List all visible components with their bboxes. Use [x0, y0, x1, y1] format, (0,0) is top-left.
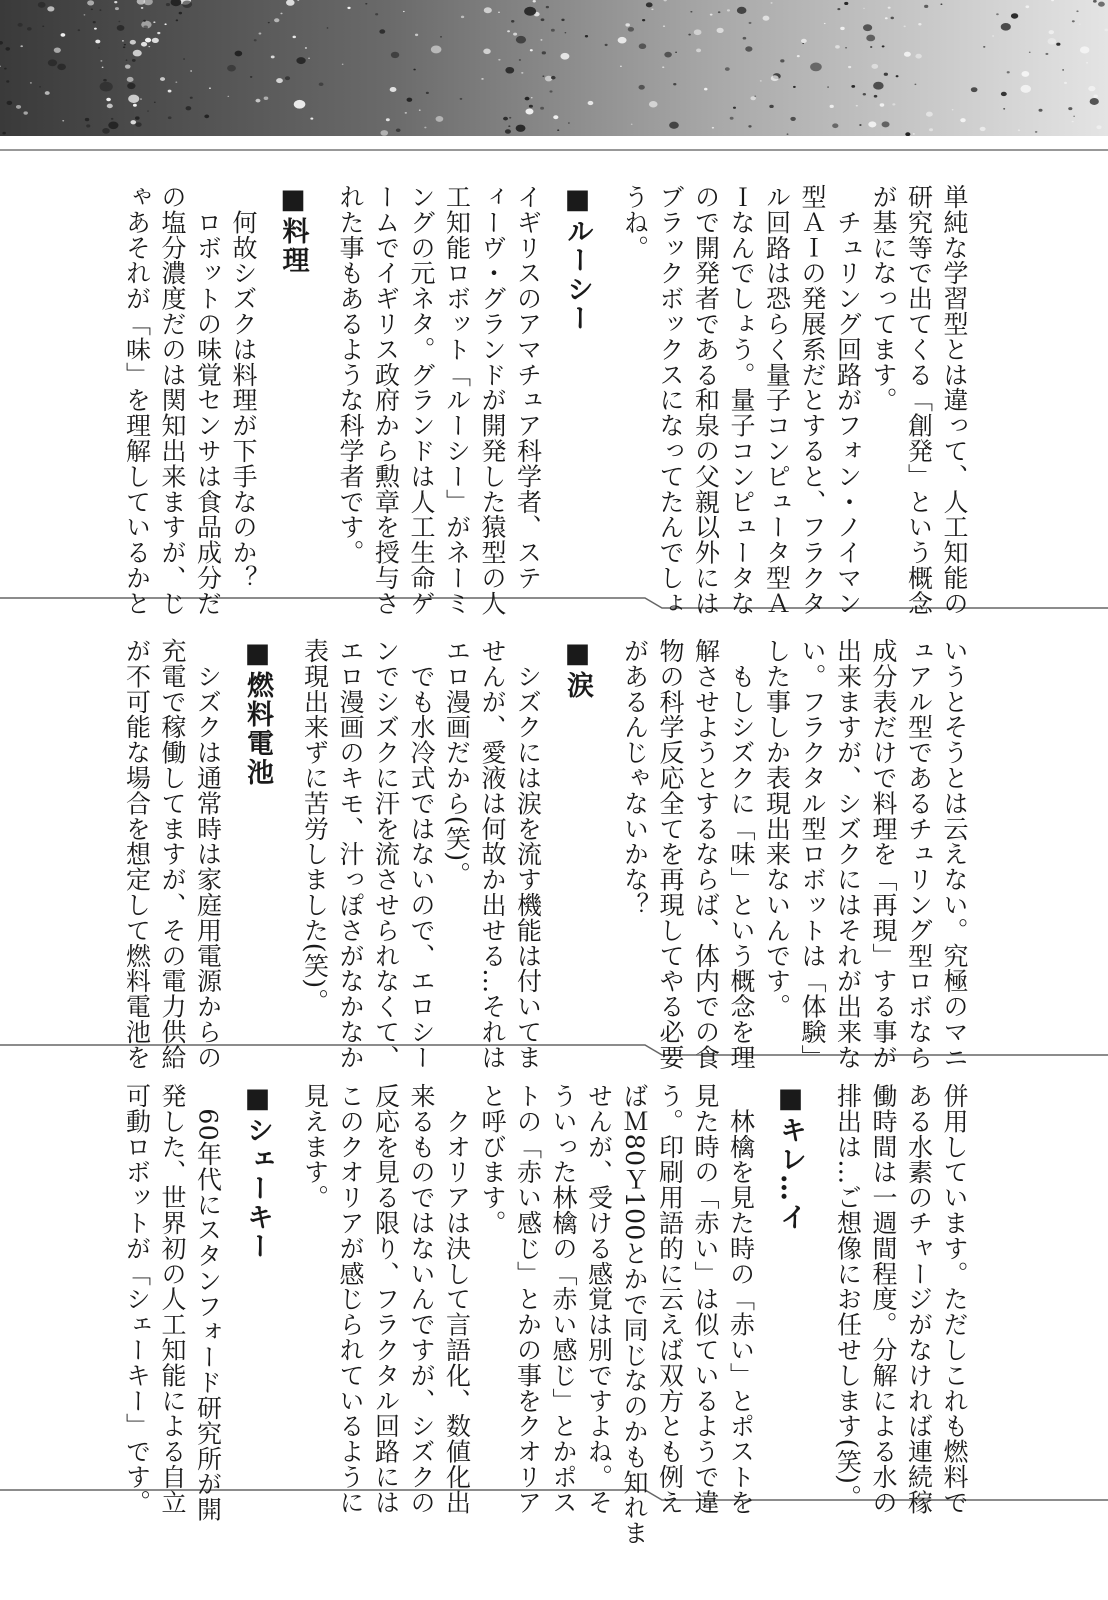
text-band-3: [119, 1083, 972, 1546]
section-heading: ■涙: [562, 638, 593, 700]
text-column: もしシズクに「味」という概念を理: [727, 638, 756, 1070]
text-band-1: [119, 184, 972, 616]
text-column: せんが、受ける感覚は別ですよね。そ: [584, 1083, 614, 1515]
text-column: れた事もあるような科学者です。: [336, 184, 365, 565]
text-column: の塩分濃度だのは関知出来ますが、じ: [158, 184, 187, 616]
text-column: 見た時の「赤い」は似ているようで違: [691, 1083, 720, 1515]
text-column: イギリスのアマチュア科学者、ステ: [513, 184, 543, 591]
text-column: このクオリアが感じられているように: [336, 1083, 365, 1515]
text-column: ル回路は恐らく量子コンピュータ型Ａ: [762, 184, 792, 616]
text-column: があるんじゃないかな？: [620, 638, 650, 918]
text-column: 来るものではないんですが、シズクの: [407, 1083, 436, 1515]
text-column: ばＭ80Ｙ100とかで同じなのかも知れま: [620, 1083, 649, 1546]
text-column: 併用しています。ただしこれも燃料で: [940, 1083, 969, 1515]
text-column: クオリアは決して言語化、数値化出: [442, 1083, 472, 1515]
text-column: チュリング回路がフォン・ノイマン: [833, 184, 863, 616]
text-column: ンでシズクに汗を流させられなくて、: [371, 638, 401, 1070]
text-column: トの「赤い感じ」とかの事をクオリア: [513, 1083, 543, 1515]
text-column: せんが、愛液は何故か出せる…それは: [478, 638, 507, 1070]
text-column: 解させようとするならば、体内での食: [691, 638, 721, 1070]
text-column: シズクには涙を流す機能は付いてま: [513, 638, 543, 1070]
text-column: 充電で稼働してますが、その電力供給: [158, 638, 187, 1070]
text-column: 物の科学反応全てを再現してやる必要: [656, 638, 685, 1070]
text-column: ームでイギリス政府から勲章を授与さ: [371, 184, 401, 616]
text-column: ある水素のチャージがなければ連続稼: [904, 1083, 934, 1515]
text-column: した事しか表現出来ないんです。: [762, 638, 792, 1019]
text-column: エロ漫画のキモ、汁っぽさがなかなか: [336, 638, 365, 1070]
text-column: 型ＡＩの発展系だとすると、フラクタ: [798, 184, 827, 616]
text-column: が基になってます。: [869, 184, 898, 413]
text-column: うね。: [620, 184, 650, 261]
text-column: 工知能ロボット「ルーシー」がネーミ: [442, 184, 472, 616]
text-column: 表現出来ずに苦労しました(笑)。: [300, 638, 330, 1014]
text-column: いうとそうとは云えない。究極のマニ: [940, 638, 969, 1070]
text-column: 60年代にスタンフォード研究所が開: [193, 1083, 223, 1523]
section-heading: ■シェーキー: [242, 1083, 273, 1261]
text-column: ュアル型であるチュリング型ロボなら: [904, 638, 934, 1070]
text-band-2: [119, 638, 972, 1070]
text-column: 発した、世界初の人工知能による自立: [158, 1083, 187, 1515]
text-column: 何故シズクは料理が下手なのか？: [229, 184, 258, 591]
text-column: ういった林檎の「赤い感じ」とかポス: [549, 1083, 578, 1515]
text-column: ゃあそれが「味」を理解しているかと: [122, 184, 152, 616]
text-column: ングの元ネタ。グランドは人工生命ゲ: [407, 184, 436, 616]
text-column: 出来ますが、シズクにはそれが出来な: [833, 638, 863, 1070]
text-column: と呼びます。: [478, 1083, 507, 1236]
text-column: 単純な学習型とは違って、人工知能の: [940, 184, 969, 616]
text-column: 見えます。: [300, 1083, 330, 1210]
section-heading: ■キレ…イ: [775, 1083, 806, 1232]
text-column: ブラックボックスになってたんでしょ: [656, 184, 685, 616]
text-column: エロ漫画だから(笑)。: [442, 638, 472, 887]
text-column: シズクは通常時は家庭用電源からの: [193, 638, 223, 1070]
text-column: 排出は…ご想像にお任せします(笑)。: [833, 1083, 863, 1510]
text-column: う。印刷用語的に云えば双方とも例え: [655, 1083, 685, 1515]
text-column: 林檎を見た時の「赤い」とポストを: [726, 1083, 756, 1515]
text-column: 成分表だけで料理を「再現」する事が: [869, 638, 898, 1070]
text-column: い。フラクタル型ロボットは「体験」: [798, 638, 827, 1070]
text-column: でも水冷式ではないので、エロシー: [407, 638, 436, 1070]
text-column: 反応を見る限り、フラクタル回路には: [371, 1083, 401, 1515]
text-column: ので開発者である和泉の父親以外には: [691, 184, 721, 616]
section-heading: ■ルーシー: [562, 184, 593, 333]
text-column: 可動ロボットが「シェーキー」です。: [122, 1083, 152, 1515]
section-heading: ■料理: [277, 184, 309, 275]
text-column: ィーヴ・グランドが開発した猿型の人: [478, 184, 507, 616]
text-column: が不可能な場合を想定して燃料電池を: [122, 638, 152, 1070]
text-column: ロボットの味覚センサは食品成分だ: [193, 184, 223, 616]
text-column: 研究等で出てくる「創発」という概念: [904, 184, 934, 616]
text-column: 働時間は一週間程度。分解による水の: [869, 1083, 898, 1515]
section-heading: ■燃料電池: [242, 638, 273, 787]
text-column: Ｉなんでしょう。量子コンピュータな: [727, 184, 756, 616]
